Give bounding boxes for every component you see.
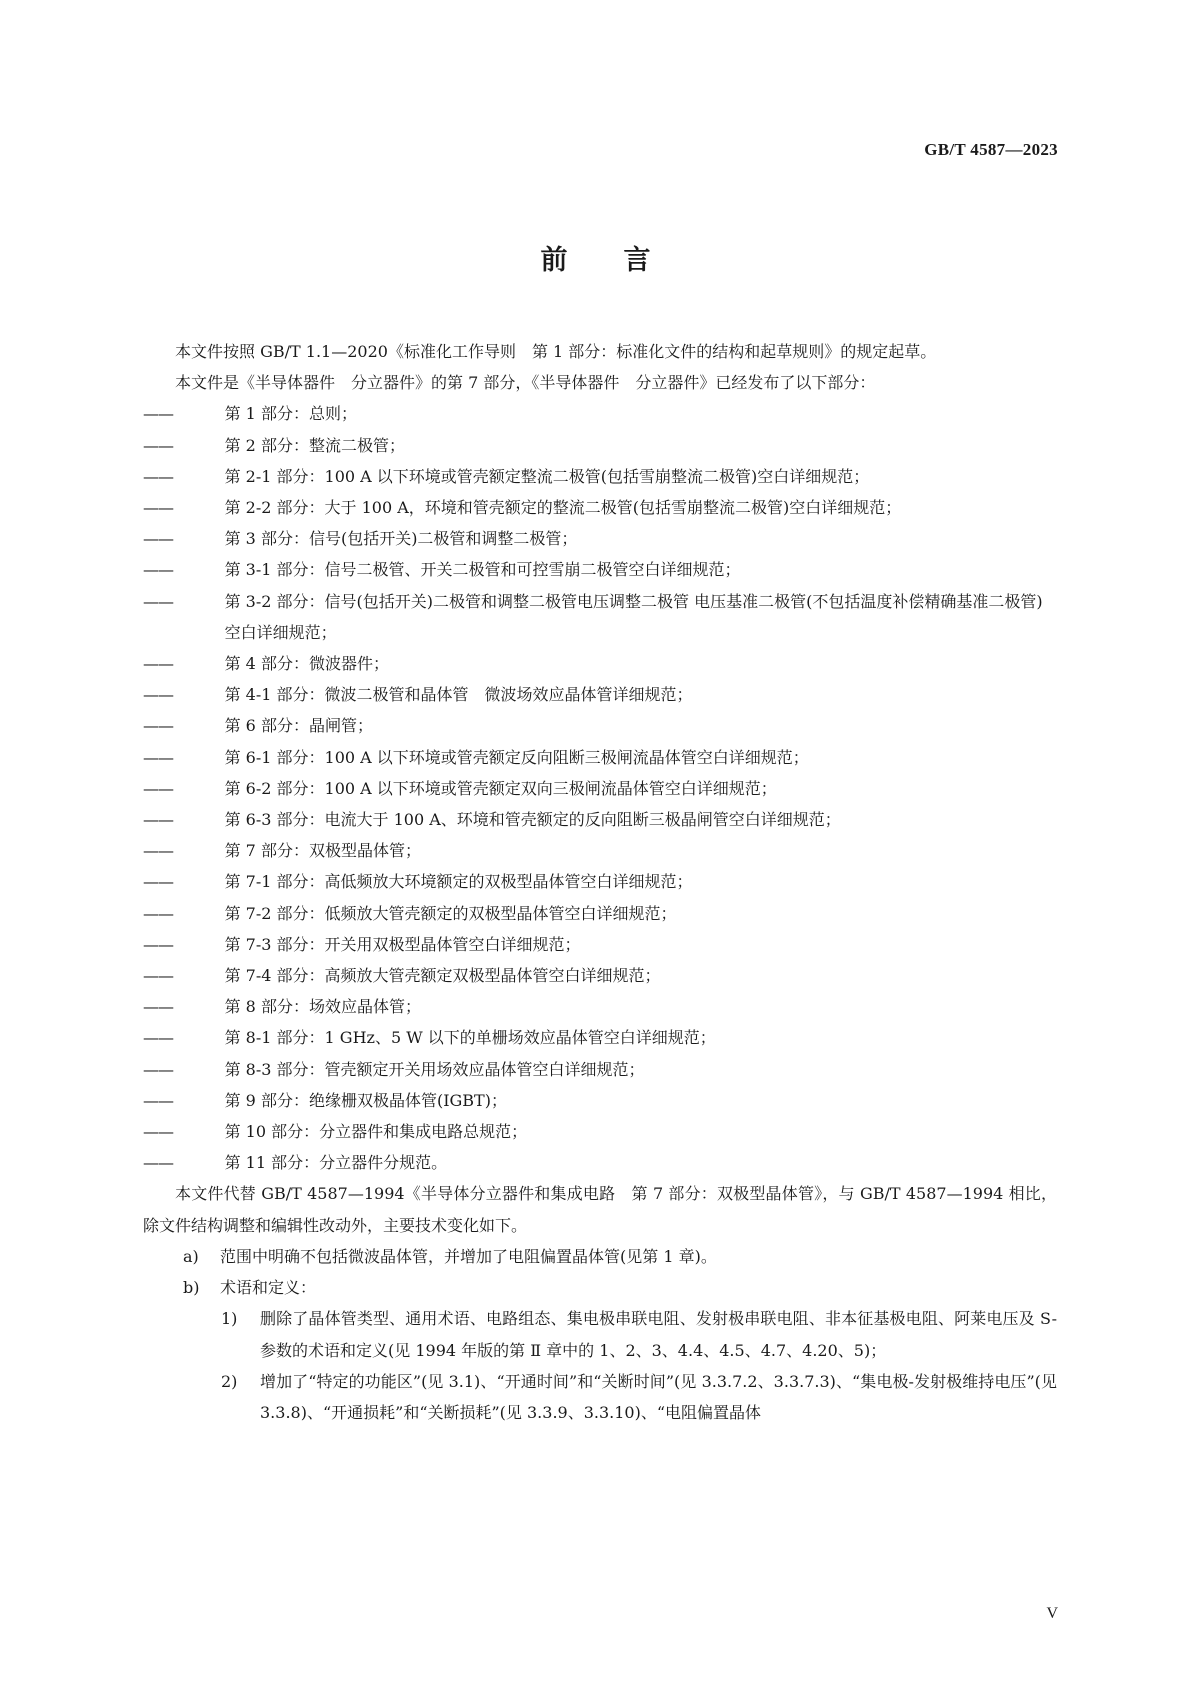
list-item: —— 第 1 部分：总则； xyxy=(143,398,1057,429)
list-item: —— 第 2-2 部分：大于 100 A，环境和管壳额定的整流二极管(包括雪崩整流二极管)空白详细规范； xyxy=(143,492,1057,523)
list-item: 1) 删除了晶体管类型、通用术语、电路组态、集电极串联电阻、发射极串联电阻、非本征基极电阻、阿莱电压及 S-参数的术语和定义(见 1994 年版的第 Ⅱ 章中的 1、2、3、4.4、4.5、4.7、4.20、5)； xyxy=(143,1303,1057,1365)
dash-mark: —— xyxy=(143,1153,173,1173)
list-item: —— 第 9 部分：绝缘栅双极晶体管(IGBT)； xyxy=(143,1085,1057,1116)
list-item: —— 第 8-3 部分：管壳额定开关用场效应晶体管空白详细规范； xyxy=(143,1054,1057,1085)
list-item: —— 第 6-1 部分：100 A 以下环境或管壳额定反向阻断三极闸流晶体管空白详细规范； xyxy=(143,742,1057,773)
list-item: —— 第 7-4 部分：高频放大管壳额定双极型晶体管空白详细规范； xyxy=(143,960,1057,991)
list-item: —— 第 6-3 部分：电流大于 100 A、环境和管壳额定的反向阻断三极晶闸管空白详细规范； xyxy=(143,804,1057,835)
dash-mark: —— xyxy=(143,654,173,674)
dash-mark: —— xyxy=(143,810,173,830)
dash-mark: —— xyxy=(143,560,173,580)
list-item: —— 第 3-2 部分：信号(包括开关)二极管和调整二极管电压调整二极管 电压基准二极管(不包括温度补偿精确基准二极管)空白详细规范； xyxy=(143,586,1057,648)
standard-number: GB/T 4587—2023 xyxy=(924,140,1058,159)
dash-mark: —— xyxy=(143,466,173,486)
list-item: —— 第 8 部分：场效应晶体管； xyxy=(143,991,1057,1022)
list-item: —— 第 2-1 部分：100 A 以下环境或管壳额定整流二极管(包括雪崩整流二极管)空白详细规范； xyxy=(143,461,1057,492)
dash-mark: —— xyxy=(143,997,173,1017)
dash-mark: —— xyxy=(143,498,173,518)
dash-mark: —— xyxy=(143,1059,173,1079)
parts-list xyxy=(143,398,1057,1178)
item-marker: b) xyxy=(183,1278,200,1298)
list-item: —— 第 3-1 部分：信号二极管、开关二极管和可控雪崩二极管空白详细规范； xyxy=(143,554,1057,585)
item-marker: a) xyxy=(183,1246,199,1266)
dash-mark: —— xyxy=(143,591,173,611)
dash-mark: —— xyxy=(143,435,173,455)
dash-mark: —— xyxy=(143,529,173,549)
dash-mark: —— xyxy=(143,934,173,954)
dash-mark: —— xyxy=(143,872,173,892)
replacement-paragraph: 本文件代替 GB/T 4587—1994《半导体分立器件和集成电路 第 7 部分：双极型晶体管》，与 GB/T 4587—1994 相比，除文件结构调整和编辑性改动外，主要技术变化如下。 xyxy=(143,1184,1057,1235)
intro-paragraph-1: 本文件按照 GB/T 1.1—2020《标准化工作导则 第 1 部分：标准化文件的结构和起草规则》的规定起草。 xyxy=(175,342,937,361)
list-item: —— 第 7-1 部分：高低频放大环境额定的双极型晶体管空白详细规范； xyxy=(143,866,1057,897)
list-item: a) 范围中明确不包括微波晶体管，并增加了电阻偏置晶体管(见第 1 章)。 xyxy=(143,1241,1057,1272)
list-item: —— 第 8-1 部分：1 GHz、5 W 以下的单栅场效应晶体管空白详细规范； xyxy=(143,1022,1057,1053)
dash-mark: —— xyxy=(143,778,173,798)
changes-list xyxy=(143,1241,1057,1428)
dash-mark: —— xyxy=(143,1122,173,1142)
list-item: —— 第 11 部分：分立器件分规范。 xyxy=(143,1147,1057,1178)
list-item: —— 第 6-2 部分：100 A 以下环境或管壳额定双向三极闸流晶体管空白详细规范； xyxy=(143,773,1057,804)
list-item: —— 第 2 部分：整流二极管； xyxy=(143,430,1057,461)
list-item: —— 第 4 部分：微波器件； xyxy=(143,648,1057,679)
item-marker: 2) xyxy=(221,1371,238,1391)
page-number: V xyxy=(1046,1605,1058,1622)
list-item: —— 第 10 部分：分立器件和集成电路总规范； xyxy=(143,1116,1057,1147)
list-item: —— 第 7-3 部分：开关用双极型晶体管空白详细规范； xyxy=(143,929,1057,960)
dash-mark: —— xyxy=(143,966,173,986)
dash-mark: —— xyxy=(143,841,173,861)
item-marker: 1) xyxy=(221,1309,238,1329)
list-item: b) 术语和定义： xyxy=(143,1272,1057,1303)
dash-mark: —— xyxy=(143,404,173,424)
list-item: —— 第 3 部分：信号(包括开关)二极管和调整二极管； xyxy=(143,523,1057,554)
dash-mark: —— xyxy=(143,685,173,705)
list-item: 2) 增加了“特定的功能区”(见 3.1)、“开通时间”和“关断时间”(见 3.3.7.2、3.3.7.3)、“集电极-发射极维持电压”(见 3.3.8)、“开通损耗”和“关断损耗”(见 3.3.9、3.3.10)、“电阻偏置晶体 xyxy=(143,1366,1057,1428)
list-item: —— 第 4-1 部分：微波二极管和晶体管 微波场效应晶体管详细规范； xyxy=(143,679,1057,710)
dash-mark: —— xyxy=(143,1028,173,1048)
dash-mark: —— xyxy=(143,747,173,767)
list-item: —— 第 7 部分：双极型晶体管； xyxy=(143,835,1057,866)
page-title: 前言 xyxy=(540,245,707,276)
list-item: —— 第 6 部分：晶闸管； xyxy=(143,710,1057,741)
document-body xyxy=(143,336,1057,1428)
dash-mark: —— xyxy=(143,903,173,923)
dash-mark: —— xyxy=(143,716,173,736)
intro-paragraph-2: 本文件是《半导体器件 分立器件》的第 7 部分，《半导体器件 分立器件》已经发布了以下部分： xyxy=(175,373,876,393)
dash-mark: —— xyxy=(143,1090,173,1110)
list-item: —— 第 7-2 部分：低频放大管壳额定的双极型晶体管空白详细规范； xyxy=(143,898,1057,929)
